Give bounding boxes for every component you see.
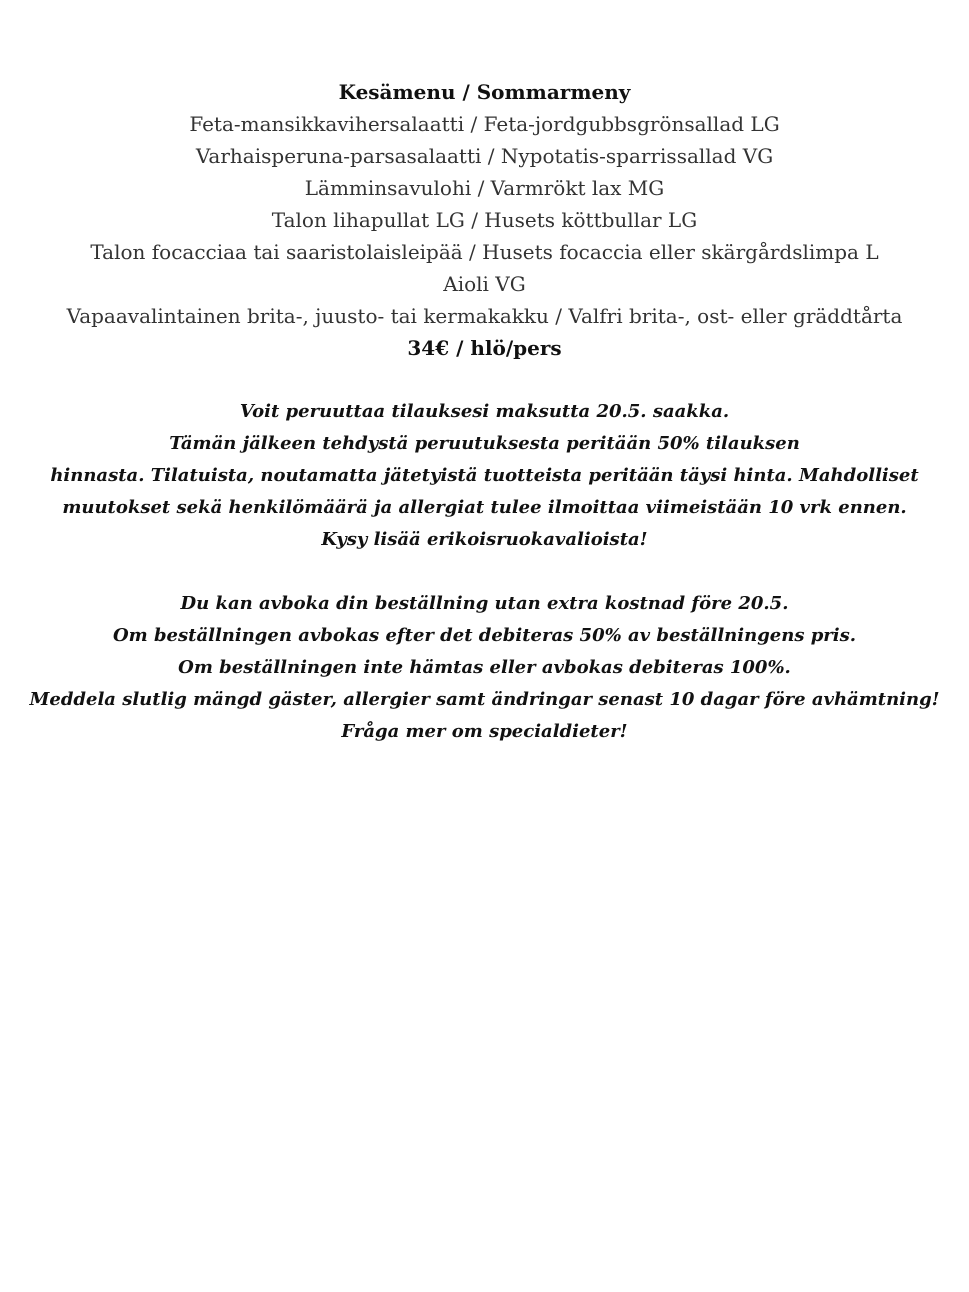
menu-price: 34€ / hlö/pers (407, 336, 562, 360)
terms-line: Om beställningen avbokas efter det debiteras 50% av beställningens pris. (112, 625, 857, 646)
terms-line: hinnasta. Tilatuista, noutamatta jätetyistä tuotteista peritään täysi hinta. Mahdolliset (50, 465, 919, 486)
menu-item: Talon lihapullat LG / Husets köttbullar LG (271, 208, 698, 232)
terms-line: muutokset sekä henkilömäärä ja allergiat tulee ilmoittaa viimeistään 10 vrk ennen. (62, 497, 907, 518)
menu-item: Aioli VG (443, 272, 526, 296)
menu-item: Vapaavalintainen brita-, juusto- tai kermakakku / Valfri brita-, ost- eller gräddtårta (66, 304, 903, 328)
menu-item: Lämminsavulohi / Varmrökt lax MG (304, 176, 665, 200)
terms-line: Fråga mer om specialdieter! (341, 721, 628, 742)
section-spacer (0, 364, 969, 396)
swedish-terms (0, 588, 969, 748)
terms-line: Tämän jälkeen tehdystä peruutuksesta peritään 50% tilauksen (169, 433, 800, 454)
menu-item: Talon focacciaa tai saaristolaisleipää / Husets focaccia eller skärgårdslimpa L (90, 240, 879, 264)
terms-line: Voit peruuttaa tilauksesi maksutta 20.5. saakka. (239, 401, 730, 422)
finnish-terms (0, 396, 969, 556)
menu-item: Varhaisperuna-parsasalaatti / Nypotatis-sparrissallad VG (195, 144, 774, 168)
menu-title: Kesämenu / Sommarmeny (338, 80, 631, 104)
terms-line: Du kan avboka din beställning utan extra kostnad före 20.5. (180, 593, 789, 614)
menu-item: Feta-mansikkavihersalaatti / Feta-jordgubbsgrönsallad LG (189, 112, 780, 136)
terms-line: Meddela slutlig mängd gäster, allergier samt ändringar senast 10 dagar före avhämtning! (29, 689, 940, 710)
menu-document (0, 76, 969, 748)
terms-line: Kysy lisää erikoisruokavalioista! (321, 529, 648, 550)
terms-line: Om beställningen inte hämtas eller avbokas debiteras 100%. (178, 657, 791, 678)
section-spacer (0, 556, 969, 588)
